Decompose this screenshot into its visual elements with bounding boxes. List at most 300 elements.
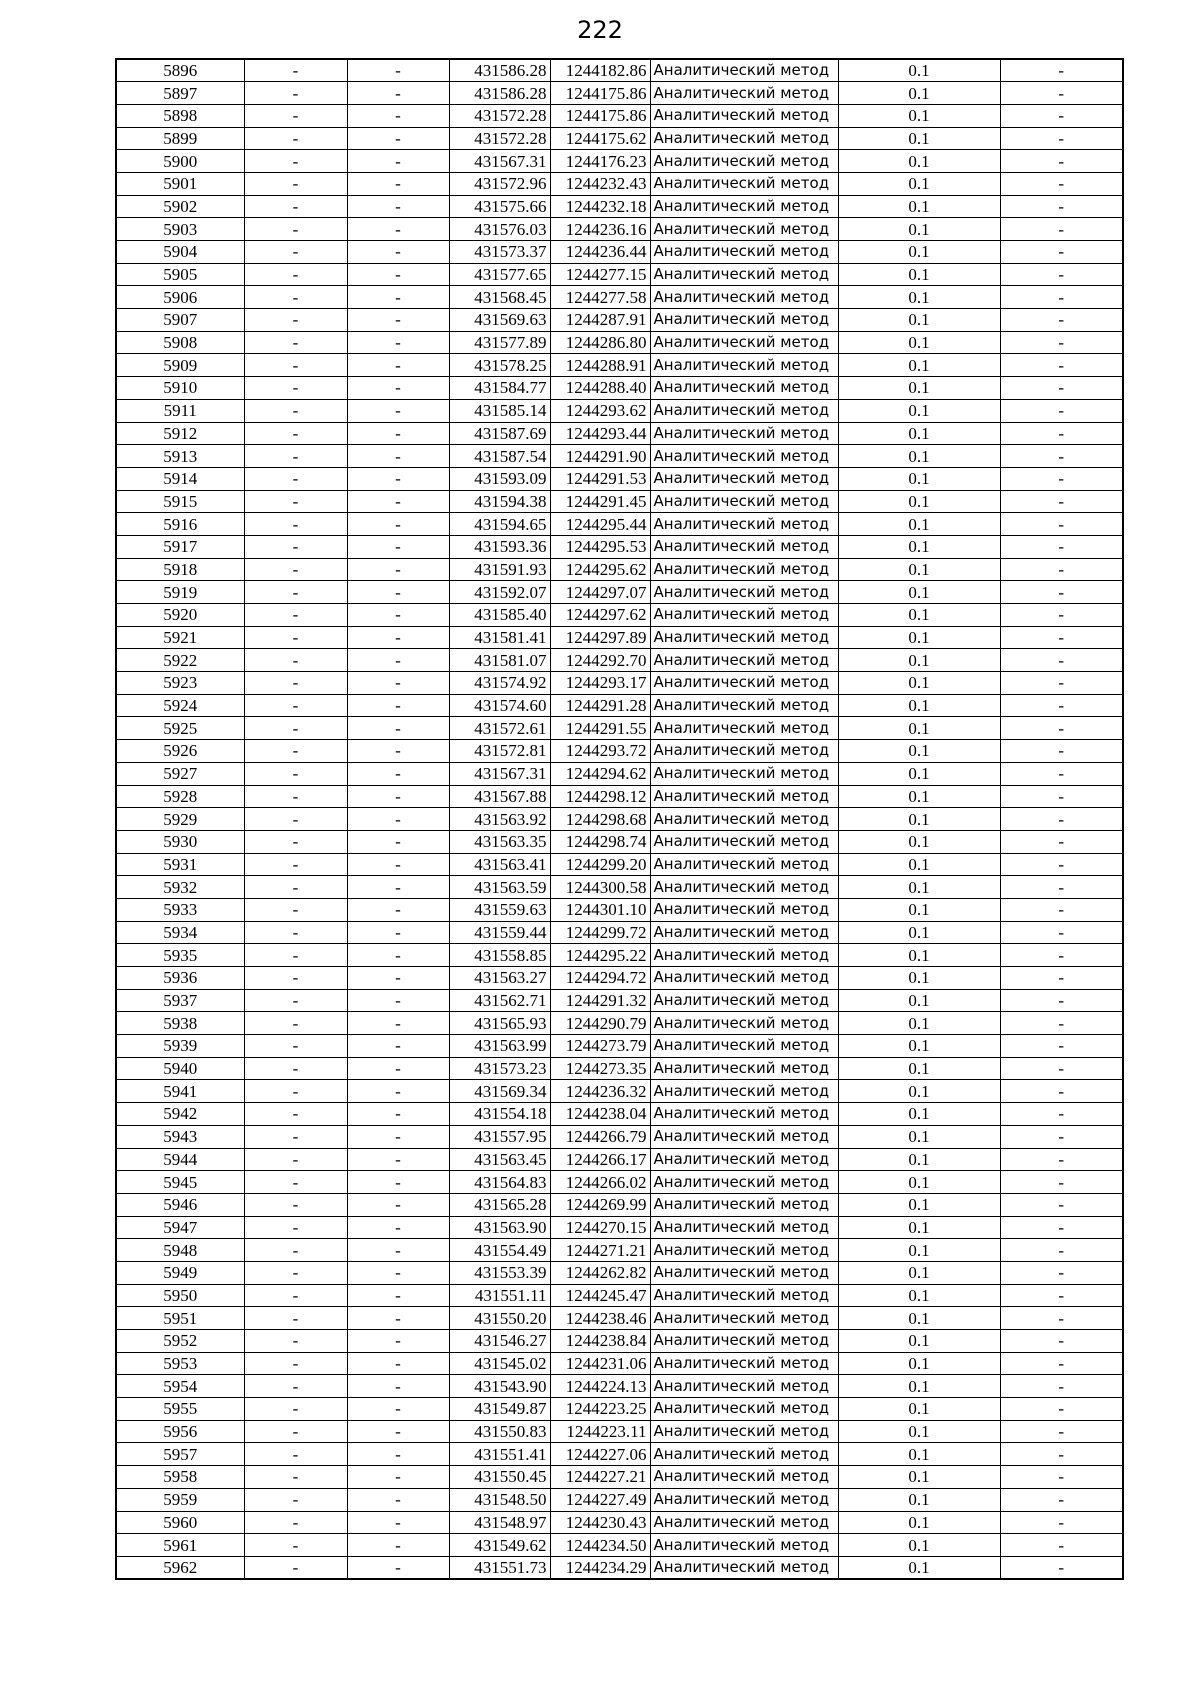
accuracy: 0.1 bbox=[838, 808, 1000, 831]
accuracy: 0.1 bbox=[838, 150, 1000, 173]
cell-empty-c: - bbox=[1000, 1239, 1123, 1262]
cell-empty-a: - bbox=[244, 604, 347, 627]
table-row bbox=[116, 422, 1123, 445]
y-coordinate: 1244175.62 bbox=[550, 127, 650, 150]
cell-empty-b: - bbox=[347, 785, 449, 808]
point-number: 5948 bbox=[116, 1239, 244, 1262]
x-coordinate: 431563.35 bbox=[449, 830, 550, 853]
cell-empty-c: - bbox=[1000, 59, 1123, 82]
cell-empty-a: - bbox=[244, 1534, 347, 1557]
x-coordinate: 431581.41 bbox=[449, 626, 550, 649]
cell-empty-c: - bbox=[1000, 399, 1123, 422]
y-coordinate: 1244295.22 bbox=[550, 944, 650, 967]
method: Аналитический метод bbox=[650, 1125, 838, 1148]
cell-empty-a: - bbox=[244, 82, 347, 105]
y-coordinate: 1244238.84 bbox=[550, 1330, 650, 1353]
method: Аналитический метод bbox=[650, 309, 838, 332]
y-coordinate: 1244224.13 bbox=[550, 1375, 650, 1398]
table-row bbox=[116, 558, 1123, 581]
cell-empty-c: - bbox=[1000, 649, 1123, 672]
method: Аналитический метод bbox=[650, 876, 838, 899]
y-coordinate: 1244266.02 bbox=[550, 1171, 650, 1194]
point-number: 5947 bbox=[116, 1216, 244, 1239]
cell-empty-a: - bbox=[244, 1284, 347, 1307]
cell-empty-c: - bbox=[1000, 1284, 1123, 1307]
cell-empty-b: - bbox=[347, 490, 449, 513]
cell-empty-c: - bbox=[1000, 1103, 1123, 1126]
table-row bbox=[116, 626, 1123, 649]
cell-empty-c: - bbox=[1000, 808, 1123, 831]
table-row bbox=[116, 1284, 1123, 1307]
y-coordinate: 1244286.80 bbox=[550, 331, 650, 354]
y-coordinate: 1244293.72 bbox=[550, 740, 650, 763]
method: Аналитический метод bbox=[650, 672, 838, 695]
accuracy: 0.1 bbox=[838, 1443, 1000, 1466]
cell-empty-c: - bbox=[1000, 218, 1123, 241]
table-row bbox=[116, 1012, 1123, 1035]
cell-empty-a: - bbox=[244, 876, 347, 899]
cell-empty-b: - bbox=[347, 808, 449, 831]
cell-empty-a: - bbox=[244, 967, 347, 990]
cell-empty-a: - bbox=[244, 808, 347, 831]
accuracy: 0.1 bbox=[838, 513, 1000, 536]
table-row bbox=[116, 921, 1123, 944]
cell-empty-c: - bbox=[1000, 172, 1123, 195]
cell-empty-b: - bbox=[347, 1261, 449, 1284]
table-row bbox=[116, 1352, 1123, 1375]
x-coordinate: 431592.07 bbox=[449, 581, 550, 604]
table-row bbox=[116, 286, 1123, 309]
cell-empty-c: - bbox=[1000, 853, 1123, 876]
method: Аналитический метод bbox=[650, 535, 838, 558]
cell-empty-a: - bbox=[244, 1035, 347, 1058]
table-row bbox=[116, 1511, 1123, 1534]
cell-empty-b: - bbox=[347, 263, 449, 286]
y-coordinate: 1244230.43 bbox=[550, 1511, 650, 1534]
table-row bbox=[116, 59, 1123, 82]
point-number: 5907 bbox=[116, 309, 244, 332]
table-row bbox=[116, 898, 1123, 921]
table-row bbox=[116, 1193, 1123, 1216]
point-number: 5957 bbox=[116, 1443, 244, 1466]
cell-empty-c: - bbox=[1000, 921, 1123, 944]
point-number: 5930 bbox=[116, 830, 244, 853]
accuracy: 0.1 bbox=[838, 445, 1000, 468]
accuracy: 0.1 bbox=[838, 717, 1000, 740]
method: Аналитический метод bbox=[650, 1534, 838, 1557]
cell-empty-b: - bbox=[347, 286, 449, 309]
method: Аналитический метод bbox=[650, 1284, 838, 1307]
x-coordinate: 431575.66 bbox=[449, 195, 550, 218]
point-number: 5928 bbox=[116, 785, 244, 808]
cell-empty-b: - bbox=[347, 1284, 449, 1307]
x-coordinate: 431546.27 bbox=[449, 1330, 550, 1353]
y-coordinate: 1244292.70 bbox=[550, 649, 650, 672]
method: Аналитический метод bbox=[650, 1511, 838, 1534]
table-row bbox=[116, 762, 1123, 785]
point-number: 5912 bbox=[116, 422, 244, 445]
point-number: 5925 bbox=[116, 717, 244, 740]
accuracy: 0.1 bbox=[838, 490, 1000, 513]
cell-empty-b: - bbox=[347, 1125, 449, 1148]
accuracy: 0.1 bbox=[838, 1125, 1000, 1148]
method: Аналитический метод bbox=[650, 830, 838, 853]
cell-empty-a: - bbox=[244, 1171, 347, 1194]
method: Аналитический метод bbox=[650, 127, 838, 150]
accuracy: 0.1 bbox=[838, 1534, 1000, 1557]
method: Аналитический метод bbox=[650, 1261, 838, 1284]
cell-empty-b: - bbox=[347, 377, 449, 400]
method: Аналитический метод bbox=[650, 1012, 838, 1035]
y-coordinate: 1244176.23 bbox=[550, 150, 650, 173]
table-row bbox=[116, 127, 1123, 150]
cell-empty-b: - bbox=[347, 853, 449, 876]
point-number: 5906 bbox=[116, 286, 244, 309]
method: Аналитический метод bbox=[650, 1057, 838, 1080]
cell-empty-c: - bbox=[1000, 490, 1123, 513]
point-number: 5955 bbox=[116, 1398, 244, 1421]
cell-empty-a: - bbox=[244, 921, 347, 944]
cell-empty-b: - bbox=[347, 1012, 449, 1035]
method: Аналитический метод bbox=[650, 1398, 838, 1421]
method: Аналитический метод bbox=[650, 1239, 838, 1262]
x-coordinate: 431549.87 bbox=[449, 1398, 550, 1421]
method: Аналитический метод bbox=[650, 172, 838, 195]
method: Аналитический метод bbox=[650, 195, 838, 218]
point-number: 5921 bbox=[116, 626, 244, 649]
method: Аналитический метод bbox=[650, 1216, 838, 1239]
x-coordinate: 431548.97 bbox=[449, 1511, 550, 1534]
x-coordinate: 431576.03 bbox=[449, 218, 550, 241]
cell-empty-a: - bbox=[244, 853, 347, 876]
point-number: 5945 bbox=[116, 1171, 244, 1194]
accuracy: 0.1 bbox=[838, 1103, 1000, 1126]
accuracy: 0.1 bbox=[838, 1284, 1000, 1307]
x-coordinate: 431563.45 bbox=[449, 1148, 550, 1171]
cell-empty-b: - bbox=[347, 762, 449, 785]
table-row bbox=[116, 1375, 1123, 1398]
accuracy: 0.1 bbox=[838, 309, 1000, 332]
accuracy: 0.1 bbox=[838, 1035, 1000, 1058]
cell-empty-a: - bbox=[244, 354, 347, 377]
method: Аналитический метод bbox=[650, 1307, 838, 1330]
table-row bbox=[116, 672, 1123, 695]
method: Аналитический метод bbox=[650, 604, 838, 627]
y-coordinate: 1244301.10 bbox=[550, 898, 650, 921]
cell-empty-c: - bbox=[1000, 717, 1123, 740]
point-number: 5905 bbox=[116, 263, 244, 286]
accuracy: 0.1 bbox=[838, 785, 1000, 808]
y-coordinate: 1244298.68 bbox=[550, 808, 650, 831]
cell-empty-c: - bbox=[1000, 1307, 1123, 1330]
method: Аналитический метод bbox=[650, 1352, 838, 1375]
point-number: 5949 bbox=[116, 1261, 244, 1284]
point-number: 5897 bbox=[116, 82, 244, 105]
method: Аналитический метод bbox=[650, 1148, 838, 1171]
cell-empty-b: - bbox=[347, 1057, 449, 1080]
accuracy: 0.1 bbox=[838, 195, 1000, 218]
cell-empty-a: - bbox=[244, 626, 347, 649]
cell-empty-c: - bbox=[1000, 672, 1123, 695]
cell-empty-b: - bbox=[347, 1556, 449, 1579]
accuracy: 0.1 bbox=[838, 1216, 1000, 1239]
x-coordinate: 431554.49 bbox=[449, 1239, 550, 1262]
table-row bbox=[116, 853, 1123, 876]
cell-empty-a: - bbox=[244, 1057, 347, 1080]
table-row bbox=[116, 490, 1123, 513]
point-number: 5939 bbox=[116, 1035, 244, 1058]
x-coordinate: 431568.45 bbox=[449, 286, 550, 309]
point-number: 5941 bbox=[116, 1080, 244, 1103]
coordinates-table-body bbox=[116, 59, 1123, 1579]
table-row bbox=[116, 1307, 1123, 1330]
y-coordinate: 1244277.58 bbox=[550, 286, 650, 309]
point-number: 5914 bbox=[116, 467, 244, 490]
y-coordinate: 1244262.82 bbox=[550, 1261, 650, 1284]
cell-empty-b: - bbox=[347, 1398, 449, 1421]
x-coordinate: 431562.71 bbox=[449, 989, 550, 1012]
accuracy: 0.1 bbox=[838, 1239, 1000, 1262]
cell-empty-b: - bbox=[347, 535, 449, 558]
cell-empty-a: - bbox=[244, 649, 347, 672]
method: Аналитический метод bbox=[650, 558, 838, 581]
y-coordinate: 1244266.79 bbox=[550, 1125, 650, 1148]
cell-empty-a: - bbox=[244, 558, 347, 581]
cell-empty-b: - bbox=[347, 195, 449, 218]
method: Аналитический метод bbox=[650, 1443, 838, 1466]
cell-empty-c: - bbox=[1000, 1057, 1123, 1080]
cell-empty-c: - bbox=[1000, 967, 1123, 990]
y-coordinate: 1244293.17 bbox=[550, 672, 650, 695]
y-coordinate: 1244288.40 bbox=[550, 377, 650, 400]
y-coordinate: 1244291.28 bbox=[550, 694, 650, 717]
accuracy: 0.1 bbox=[838, 104, 1000, 127]
y-coordinate: 1244277.15 bbox=[550, 263, 650, 286]
cell-empty-b: - bbox=[347, 422, 449, 445]
y-coordinate: 1244271.21 bbox=[550, 1239, 650, 1262]
table-row bbox=[116, 172, 1123, 195]
cell-empty-a: - bbox=[244, 1466, 347, 1489]
cell-empty-b: - bbox=[347, 1216, 449, 1239]
cell-empty-a: - bbox=[244, 762, 347, 785]
x-coordinate: 431567.31 bbox=[449, 762, 550, 785]
accuracy: 0.1 bbox=[838, 649, 1000, 672]
accuracy: 0.1 bbox=[838, 127, 1000, 150]
cell-empty-b: - bbox=[347, 241, 449, 264]
y-coordinate: 1244291.53 bbox=[550, 467, 650, 490]
point-number: 5917 bbox=[116, 535, 244, 558]
cell-empty-b: - bbox=[347, 581, 449, 604]
x-coordinate: 431573.37 bbox=[449, 241, 550, 264]
coordinates-table bbox=[115, 58, 1124, 1580]
table-row bbox=[116, 1488, 1123, 1511]
cell-empty-c: - bbox=[1000, 989, 1123, 1012]
point-number: 5933 bbox=[116, 898, 244, 921]
cell-empty-a: - bbox=[244, 1261, 347, 1284]
method: Аналитический метод bbox=[650, 513, 838, 536]
cell-empty-c: - bbox=[1000, 1261, 1123, 1284]
method: Аналитический метод bbox=[650, 490, 838, 513]
table-row bbox=[116, 1556, 1123, 1579]
cell-empty-c: - bbox=[1000, 1511, 1123, 1534]
cell-empty-a: - bbox=[244, 740, 347, 763]
cell-empty-b: - bbox=[347, 331, 449, 354]
accuracy: 0.1 bbox=[838, 172, 1000, 195]
x-coordinate: 431574.92 bbox=[449, 672, 550, 695]
table-row bbox=[116, 1148, 1123, 1171]
accuracy: 0.1 bbox=[838, 762, 1000, 785]
accuracy: 0.1 bbox=[838, 59, 1000, 82]
cell-empty-c: - bbox=[1000, 1352, 1123, 1375]
x-coordinate: 431573.23 bbox=[449, 1057, 550, 1080]
x-coordinate: 431578.25 bbox=[449, 354, 550, 377]
cell-empty-b: - bbox=[347, 1352, 449, 1375]
point-number: 5922 bbox=[116, 649, 244, 672]
x-coordinate: 431572.28 bbox=[449, 127, 550, 150]
point-number: 5951 bbox=[116, 1307, 244, 1330]
cell-empty-b: - bbox=[347, 82, 449, 105]
x-coordinate: 431586.28 bbox=[449, 59, 550, 82]
point-number: 5896 bbox=[116, 59, 244, 82]
cell-empty-c: - bbox=[1000, 150, 1123, 173]
x-coordinate: 431594.38 bbox=[449, 490, 550, 513]
y-coordinate: 1244295.53 bbox=[550, 535, 650, 558]
table-row bbox=[116, 1398, 1123, 1421]
accuracy: 0.1 bbox=[838, 1352, 1000, 1375]
table-row bbox=[116, 1216, 1123, 1239]
table-row bbox=[116, 218, 1123, 241]
y-coordinate: 1244291.32 bbox=[550, 989, 650, 1012]
cell-empty-a: - bbox=[244, 1080, 347, 1103]
y-coordinate: 1244227.49 bbox=[550, 1488, 650, 1511]
table-row bbox=[116, 717, 1123, 740]
accuracy: 0.1 bbox=[838, 399, 1000, 422]
cell-empty-c: - bbox=[1000, 1330, 1123, 1353]
y-coordinate: 1244294.62 bbox=[550, 762, 650, 785]
cell-empty-b: - bbox=[347, 59, 449, 82]
table-row bbox=[116, 1103, 1123, 1126]
accuracy: 0.1 bbox=[838, 1261, 1000, 1284]
cell-empty-c: - bbox=[1000, 1193, 1123, 1216]
cell-empty-c: - bbox=[1000, 127, 1123, 150]
cell-empty-c: - bbox=[1000, 1148, 1123, 1171]
point-number: 5954 bbox=[116, 1375, 244, 1398]
cell-empty-a: - bbox=[244, 1125, 347, 1148]
accuracy: 0.1 bbox=[838, 830, 1000, 853]
method: Аналитический метод bbox=[650, 1556, 838, 1579]
accuracy: 0.1 bbox=[838, 694, 1000, 717]
table-row bbox=[116, 1420, 1123, 1443]
method: Аналитический метод bbox=[650, 944, 838, 967]
accuracy: 0.1 bbox=[838, 286, 1000, 309]
table-row bbox=[116, 967, 1123, 990]
point-number: 5942 bbox=[116, 1103, 244, 1126]
x-coordinate: 431587.69 bbox=[449, 422, 550, 445]
accuracy: 0.1 bbox=[838, 467, 1000, 490]
y-coordinate: 1244175.86 bbox=[550, 104, 650, 127]
method: Аналитический метод bbox=[650, 626, 838, 649]
cell-empty-c: - bbox=[1000, 263, 1123, 286]
table-row bbox=[116, 1080, 1123, 1103]
table-row bbox=[116, 989, 1123, 1012]
cell-empty-c: - bbox=[1000, 1216, 1123, 1239]
x-coordinate: 431551.41 bbox=[449, 1443, 550, 1466]
accuracy: 0.1 bbox=[838, 263, 1000, 286]
point-number: 5901 bbox=[116, 172, 244, 195]
method: Аналитический метод bbox=[650, 1420, 838, 1443]
cell-empty-a: - bbox=[244, 59, 347, 82]
cell-empty-a: - bbox=[244, 535, 347, 558]
method: Аналитический метод bbox=[650, 467, 838, 490]
table-row bbox=[116, 150, 1123, 173]
point-number: 5920 bbox=[116, 604, 244, 627]
cell-empty-a: - bbox=[244, 241, 347, 264]
cell-empty-b: - bbox=[347, 1466, 449, 1489]
cell-empty-c: - bbox=[1000, 1035, 1123, 1058]
page-number: 222 bbox=[577, 16, 623, 44]
cell-empty-a: - bbox=[244, 1375, 347, 1398]
table-row bbox=[116, 1239, 1123, 1262]
y-coordinate: 1244299.72 bbox=[550, 921, 650, 944]
cell-empty-a: - bbox=[244, 1511, 347, 1534]
y-coordinate: 1244299.20 bbox=[550, 853, 650, 876]
accuracy: 0.1 bbox=[838, 422, 1000, 445]
cell-empty-c: - bbox=[1000, 626, 1123, 649]
cell-empty-c: - bbox=[1000, 944, 1123, 967]
point-number: 5936 bbox=[116, 967, 244, 990]
cell-empty-c: - bbox=[1000, 195, 1123, 218]
cell-empty-a: - bbox=[244, 172, 347, 195]
cell-empty-a: - bbox=[244, 898, 347, 921]
cell-empty-a: - bbox=[244, 581, 347, 604]
x-coordinate: 431585.14 bbox=[449, 399, 550, 422]
cell-empty-c: - bbox=[1000, 309, 1123, 332]
cell-empty-a: - bbox=[244, 195, 347, 218]
y-coordinate: 1244291.90 bbox=[550, 445, 650, 468]
x-coordinate: 431572.96 bbox=[449, 172, 550, 195]
point-number: 5910 bbox=[116, 377, 244, 400]
cell-empty-a: - bbox=[244, 1216, 347, 1239]
cell-empty-a: - bbox=[244, 1443, 347, 1466]
table-row bbox=[116, 876, 1123, 899]
x-coordinate: 431585.40 bbox=[449, 604, 550, 627]
point-number: 5962 bbox=[116, 1556, 244, 1579]
cell-empty-a: - bbox=[244, 513, 347, 536]
table-row bbox=[116, 399, 1123, 422]
cell-empty-b: - bbox=[347, 513, 449, 536]
accuracy: 0.1 bbox=[838, 377, 1000, 400]
y-coordinate: 1244297.62 bbox=[550, 604, 650, 627]
point-number: 5943 bbox=[116, 1125, 244, 1148]
point-number: 5944 bbox=[116, 1148, 244, 1171]
table-row bbox=[116, 1261, 1123, 1284]
cell-empty-b: - bbox=[347, 399, 449, 422]
y-coordinate: 1244232.43 bbox=[550, 172, 650, 195]
table-row bbox=[116, 513, 1123, 536]
y-coordinate: 1244266.17 bbox=[550, 1148, 650, 1171]
method: Аналитический метод bbox=[650, 354, 838, 377]
point-number: 5959 bbox=[116, 1488, 244, 1511]
cell-empty-c: - bbox=[1000, 558, 1123, 581]
cell-empty-b: - bbox=[347, 1148, 449, 1171]
x-coordinate: 431559.63 bbox=[449, 898, 550, 921]
accuracy: 0.1 bbox=[838, 1420, 1000, 1443]
cell-empty-b: - bbox=[347, 309, 449, 332]
y-coordinate: 1244227.06 bbox=[550, 1443, 650, 1466]
x-coordinate: 431553.39 bbox=[449, 1261, 550, 1284]
cell-empty-b: - bbox=[347, 172, 449, 195]
point-number: 5909 bbox=[116, 354, 244, 377]
